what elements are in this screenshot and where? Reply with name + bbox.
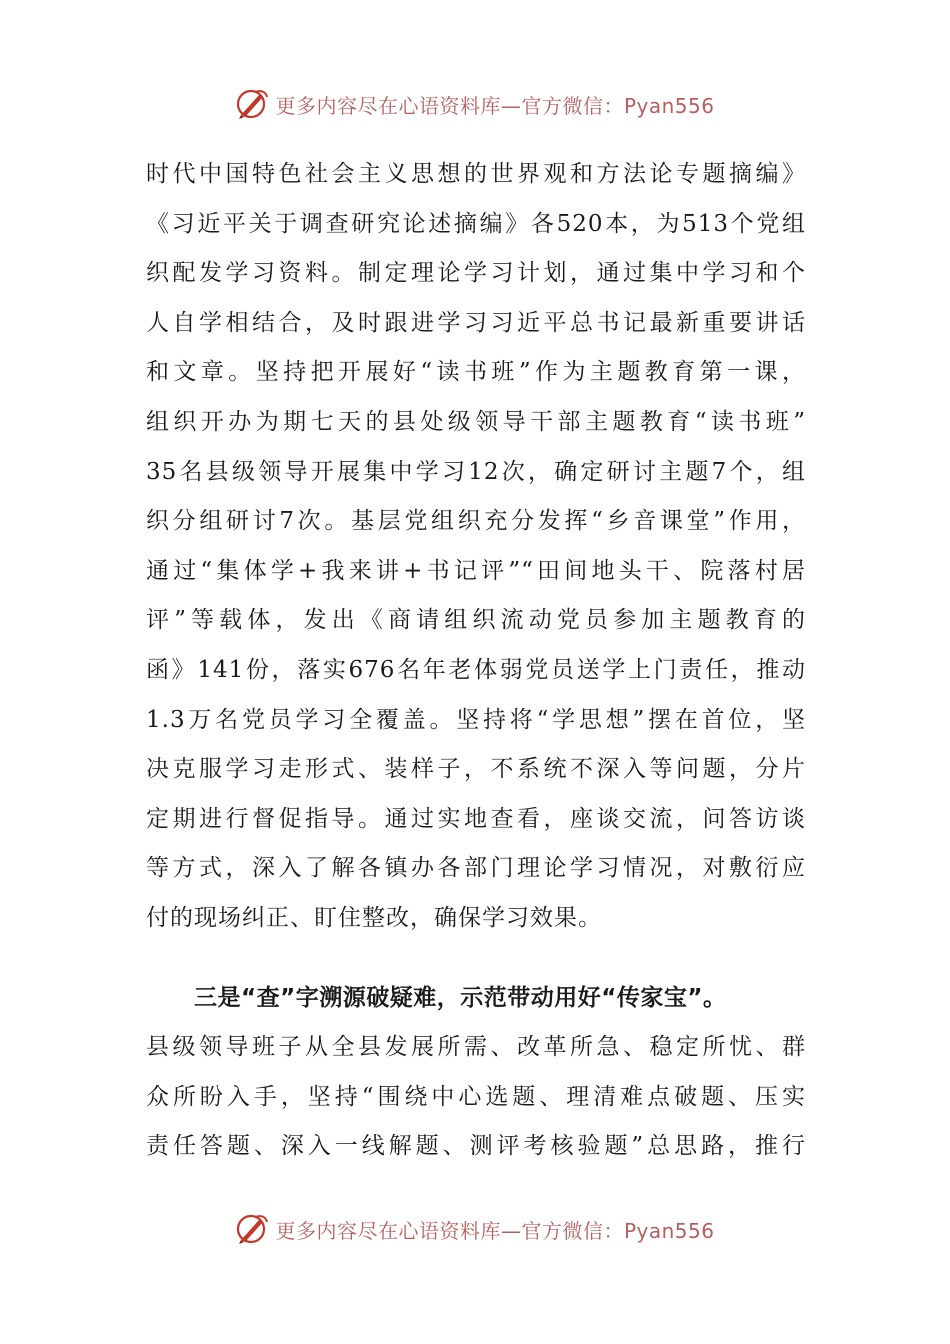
header-text: 更多内容尽在心语资料库—官方微信：Pyan556 <box>275 93 715 118</box>
body-line: 决克服学习走形式、装样子，不系统不深入等问题，分片 <box>146 756 806 783</box>
body-line: 定期进行督促指导。通过实地查看，座谈交流，问答访谈 <box>146 805 806 832</box>
body-line: 等方式，深入了解各镇办各部门理论学习情况，对敷衍应 <box>146 855 806 882</box>
body-line: 人自学相结合，及时跟进学习习近平总书记最新重要讲话 <box>146 309 806 336</box>
body-line: 和文章。坚持把开展好“读书班”作为主题教育第一课， <box>146 359 806 386</box>
body-line: 1.3万名党员学习全覆盖。坚持将“学思想”摆在首位，坚 <box>146 706 806 733</box>
section-heading: 三是“查”字溯源破疑难，示范带动用好“传家宝”。 <box>194 984 727 1011</box>
pen-logo-icon <box>235 1212 269 1246</box>
body-line: 35名县级领导开展集中学习12次，确定研讨主题7个，组 <box>146 458 806 485</box>
body-line: 《习近平关于调查研究论述摘编》各520本，为513个党组 <box>146 210 806 237</box>
document-body <box>146 150 806 1172</box>
footer-text: 更多内容尽在心语资料库—官方微信：Pyan556 <box>275 1218 715 1243</box>
body-line: 组织开办为期七天的县处级领导干部主题教育“读书班” <box>146 408 806 435</box>
body-line: 付的现场纠正、盯住整改，确保学习效果。 <box>146 904 602 931</box>
body-line: 织配发学习资料。制定理论学习计划，通过集中学习和个 <box>146 260 806 287</box>
body-line: 评”等载体，发出《商请组织流动党员参加主题教育的 <box>146 607 806 634</box>
body-line: 责任答题、深入一线解题、测评考核验题”总思路，推行 <box>146 1133 806 1160</box>
body-line: 函》141份，落实676名年老体弱党员送学上门责任，推动 <box>146 656 806 683</box>
paragraph-spacer <box>146 944 806 974</box>
body-line: 时代中国特色社会主义思想的世界观和方法论专题摘编》 <box>146 161 806 187</box>
body-line: 通过“集体学+我来讲+书记评”“田间地头干、院落村居 <box>146 557 806 584</box>
body-line: 织分组研讨7次。基层党组织充分发挥“乡音课堂”作用， <box>146 508 806 535</box>
body-line: 县级领导班子从全县发展所需、改革所急、稳定所忧、群 <box>146 1034 806 1061</box>
pen-logo-icon <box>235 87 269 121</box>
header-watermark <box>0 82 950 126</box>
footer-watermark <box>0 1207 950 1251</box>
body-line: 众所盼入手，坚持“围绕中心选题、理清难点破题、压实 <box>146 1083 806 1110</box>
